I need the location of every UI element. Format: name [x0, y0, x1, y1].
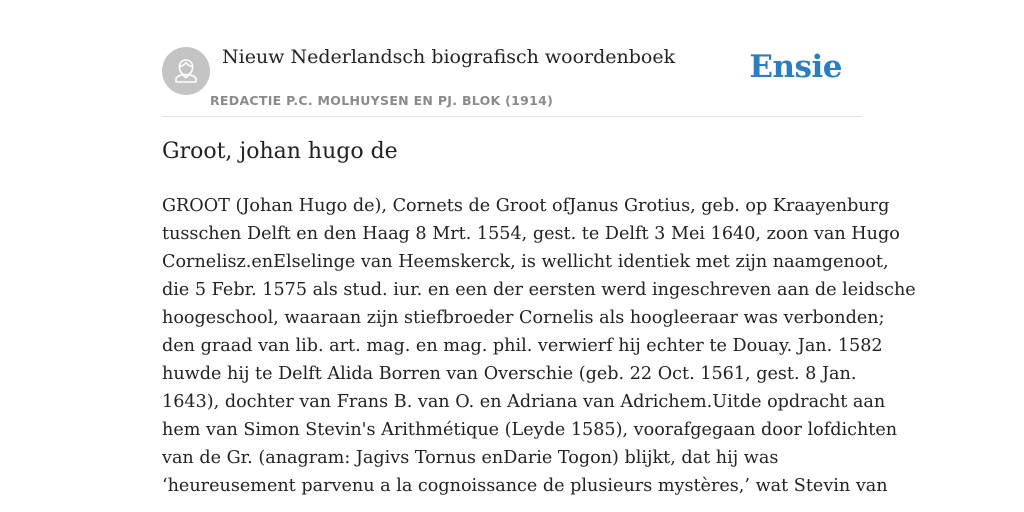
- entry-body-line: GROOT (Johan Hugo de), Cornets de Groot ofJanus Grotius, geb. op Kraayenburg: [162, 196, 890, 216]
- entry-body-line: Cornelisz.enElselinge van Heemskerck, is wellicht identiek met zijn naamgenoot,: [162, 252, 889, 272]
- ensie-logo[interactable]: Ensie: [749, 49, 842, 85]
- user-silhouette-icon: [162, 47, 210, 95]
- entry-body-line: huwde hij te Delft Alida Borren van Overschie (geb. 22 Oct. 1561, gest. 8 Jan.: [162, 364, 857, 384]
- source-subtitle: REDACTIE P.C. MOLHUYSEN EN PJ. BLOK (1914): [210, 93, 554, 108]
- entry-body-line: van de Gr. (anagram: Jagivs Tornus enDarie Togon) blijkt, dat hij was: [162, 448, 779, 468]
- entry-body-line: tusschen Delft en den Haag 8 Mrt. 1554, gest. te Delft 3 Mei 1640, zoon van Hugo: [162, 224, 900, 244]
- entry-title: Groot, johan hugo de: [162, 139, 398, 164]
- entry-body-line: den graad van lib. art. mag. en mag. phil. verwierf hij echter te Douay. Jan. 1582: [162, 336, 883, 356]
- entry-body-line: ‘heureusement parvenu a la cognoissance de plusieurs mystères,’ wat Stevin van: [162, 476, 888, 496]
- entry-body-line: die 5 Febr. 1575 als stud. iur. en een der eersten werd ingeschreven aan de leidsche: [162, 280, 916, 300]
- source-header: [162, 46, 862, 117]
- entry-body-line: hem van Simon Stevin's Arithmétique (Leyde 1585), voorafgegaan door lofdichten: [162, 420, 898, 440]
- entry-body-line: hoogeschool, waaraan zijn stiefbroeder Cornelis als hoogleeraar was verbonden;: [162, 308, 885, 328]
- source-avatar[interactable]: [162, 47, 210, 95]
- entry-body: [162, 192, 916, 500]
- entry-body-line: 1643), dochter van Frans B. van O. en Adriana van Adrichem.Uitde opdracht aan: [162, 392, 886, 412]
- source-title[interactable]: Nieuw Nederlandsch biografisch woordenboek: [222, 46, 676, 68]
